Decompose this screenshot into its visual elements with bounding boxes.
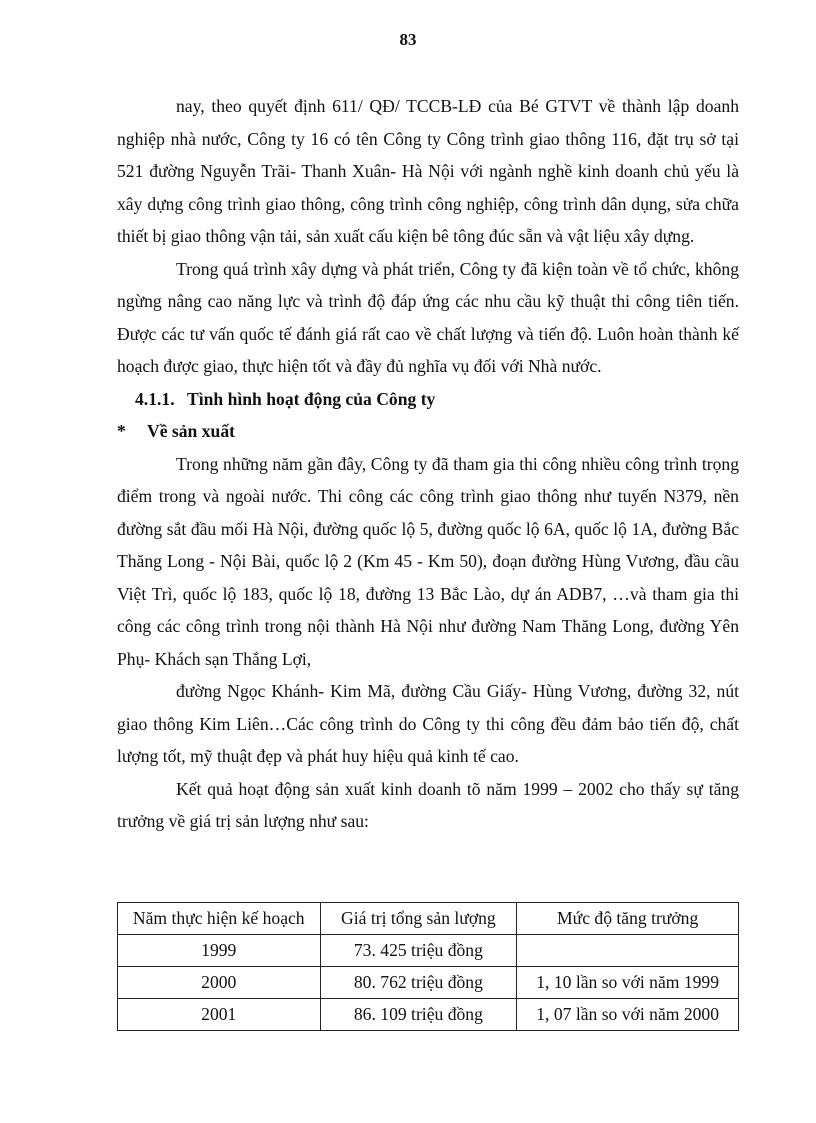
- paragraph-3: [117, 448, 739, 676]
- column-header: Giá trị tổng sản lượng: [320, 903, 517, 935]
- body-text: [117, 90, 739, 838]
- table-cell: 2001: [118, 999, 321, 1031]
- text-line: độ. Luôn hoàn thành kế hoạch được giao, thực hiện tốt và đầy đủ nghĩa vụ đối: [117, 323, 739, 376]
- text-line: doanh nghiệp nhà nước, Công ty 16 có tên Công ty Công trình giao thông 116,: [117, 96, 739, 149]
- table-header-row: [118, 903, 739, 935]
- paragraph-4: [117, 675, 739, 773]
- table-cell: 2000: [118, 967, 321, 999]
- text-line: Bắc Lào, dự án ADB7, …và tham gia thi công các công trình trong nội thành Hà: [117, 583, 740, 636]
- output-value-table: [117, 902, 739, 1031]
- text-line: 6A, quốc lộ 1A, đường Bắc Thăng Long - Nội Bài, quốc lộ 2 (Km 45 - Km 50),: [117, 518, 740, 571]
- text-line: trình trọng điểm trong và ngoài nước. Thi công các công trình giao thông như: [117, 453, 739, 506]
- table-row: [118, 999, 739, 1031]
- text-line: Trong quá trình xây dựng và phát triển, Công ty đã kiện toàn về tổ chức,: [176, 258, 691, 279]
- bullet-star-icon: *: [117, 421, 126, 441]
- page-number: 83: [399, 30, 417, 49]
- section-heading: [117, 383, 739, 416]
- table-cell: 1, 07 lần so với năm 2000: [517, 999, 739, 1031]
- text-line: nay, theo quyết định 611/ QĐ/ TCCB-LĐ của Bé GTVT về thành lập: [176, 96, 690, 116]
- table-row: [118, 967, 739, 999]
- paragraph-5: [117, 773, 739, 838]
- text-line: đặt trụ sở tại 521 đường Nguyễn Trãi- Thanh Xuân- Hà Nội với ngành nghề: [117, 128, 739, 181]
- text-line: công trình dân dụng, sửa chữa thiết bị giao thông vận tải, sản xuất cấu kiện bê: [117, 193, 739, 246]
- section-number: 4.1.1.: [135, 388, 175, 409]
- text-line: Nội như đường Nam Thăng Long, đường Yên Phụ- Khách sạn Thắng Lợi,: [117, 616, 739, 669]
- text-line: đoạn đường Hùng Vương, đầu cầu Việt Trì, quốc lộ 183, quốc lộ 18, đường 13: [117, 551, 740, 604]
- text-line: với Nhà nước.: [500, 356, 602, 376]
- text-line: tông đúc sẵn và vật liệu xây dựng.: [453, 226, 695, 246]
- subsection-heading: [117, 415, 739, 448]
- column-header: Năm thực hiện kế hoạch: [118, 903, 321, 935]
- text-line: kinh doanh chủ yếu là xây dựng công trình giao thông, công trình công nghiệp,: [117, 161, 740, 214]
- text-line: công tiên tiến. Được các tư vấn quốc tế đánh giá rất cao về chất lượng và tiến: [117, 291, 739, 344]
- table-cell: 86. 109 triệu đồng: [320, 999, 517, 1031]
- text-line: không ngừng nâng cao năng lực và trình độ đáp ứng các nhu cầu kỹ thuật thi: [117, 258, 739, 311]
- column-header: Mức độ tăng trưởng: [517, 903, 739, 935]
- subsection-title: Về sản xuất: [147, 421, 235, 441]
- table-cell: 73. 425 triệu đồng: [320, 935, 517, 967]
- text-line: tuyến N379, nền đường sắt đầu mối Hà Nội, đường quốc lộ 5, đường quốc lộ: [117, 486, 739, 539]
- table-row: [118, 935, 739, 967]
- paragraph-1: [117, 90, 739, 253]
- table-cell: [517, 935, 739, 967]
- text-line: đường Ngọc Khánh- Kim Mã, đường Cầu Giấy- Hùng Vương, đường: [176, 681, 683, 701]
- text-line: tăng trưởng về giá trị sản lượng như sau:: [117, 778, 739, 831]
- text-line: tiến độ, chất lượng tốt, mỹ thuật đẹp và phát huy hiệu quả kinh tế cao.: [117, 713, 739, 766]
- section-title: Tình hình hoạt động của Công ty: [187, 388, 436, 409]
- paragraph-2: [117, 253, 739, 383]
- table-cell: 1999: [118, 935, 321, 967]
- text-line: Trong những năm gần đây, Công ty đã tham gia thi công nhiều công: [176, 453, 660, 474]
- table-cell: 80. 762 triệu đồng: [320, 967, 517, 999]
- text-line: 32, nút giao thông Kim Liên…Các công trình do Công ty thi công đều đảm bảo: [117, 681, 739, 734]
- table-cell: 1, 10 lần so với năm 1999: [517, 967, 739, 999]
- text-line: Kết quả hoạt động sản xuất kinh doanh tõ năm 1999 – 2002 cho thấy sự: [176, 778, 703, 799]
